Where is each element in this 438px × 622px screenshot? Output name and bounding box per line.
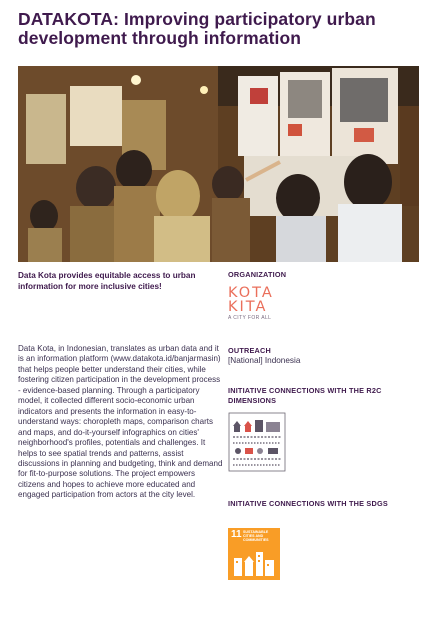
page-title: DATAKOTA: Improving participatory urban development through information [18,9,376,48]
logo-line-1: KOTA [228,285,274,301]
kota-kita-logo [228,286,294,330]
sdg-11-icon [228,528,280,580]
outreach-heading: OUTREACH [228,346,271,355]
workshop-photo [18,66,419,262]
sdg-goal-number: 11 [231,529,242,540]
r2c-heading: INITIATIVE CONNECTIONS WITH THE R2C DIMENSIONS [228,386,382,405]
sdg-goal-label: SUSTAINABLE CITIES AND COMMUNITIES [243,530,269,543]
r2c-dimensions-icon [228,412,286,472]
outreach-value: [National] Indonesia [228,356,301,365]
organization-heading: ORGANIZATION [228,270,287,279]
lead-text: Data Kota provides equitable access to urban information for more inclusive cities! [18,271,196,291]
sdgs-heading: INITIATIVE CONNECTIONS WITH THE SDGS [228,499,388,508]
logo-line-2: KITA [228,299,268,315]
body-paragraph: Data Kota, in Indonesian, translates as urban data and it is an information platform (www.datakota.id/banjarmasin) that helps people better understand their cities, while fostering citizen participation in the development process - evidence-based planning. Through a participatory model, it collected different socio-economic urban indicators and presents the information in easy-to-understand ways: choropleth maps, comparison charts and maps, and do-it-yourself infographics on cities' neighborhood's profiles, potentials and challenges. It helps to see spatial trends and patterns, assist discussions in planning and budgeting, think and demand for fit-to-purpose solutions. The project empowers citizens and hopes to achieve more educated and engaged participation from actors at the city level. [18,344,223,500]
logo-tagline: A CITY FOR ALL [228,315,272,321]
